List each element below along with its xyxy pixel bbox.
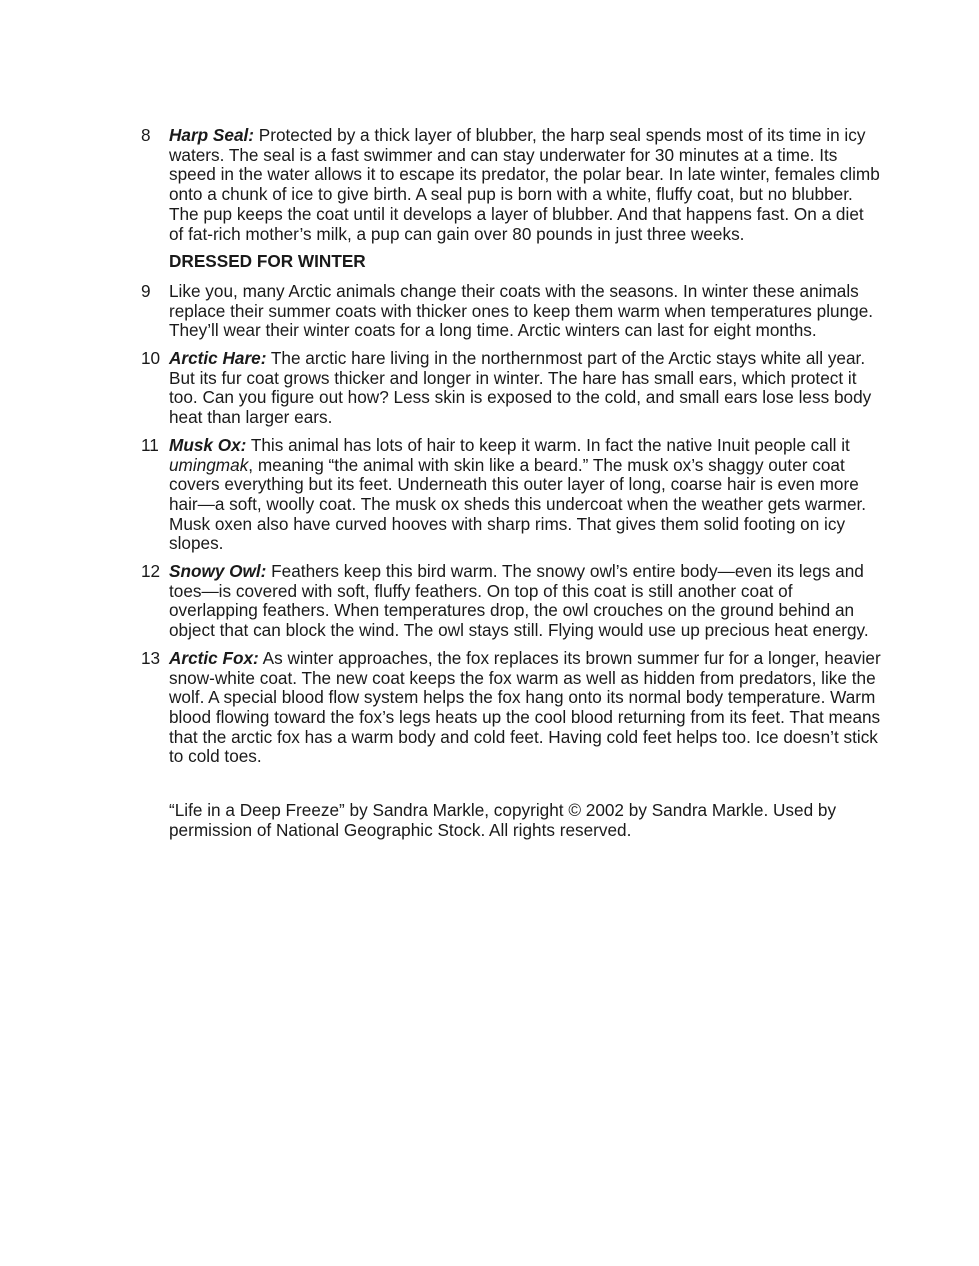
- term-snowy-owl: Snowy Owl:: [169, 561, 267, 582]
- paragraph-body: [169, 282, 881, 341]
- paragraph-9: [141, 282, 881, 341]
- paragraph-text: , meaning “the animal with skin like a beard.” The musk ox’s shaggy outer coat covers everything but its feet. Underneath this outer layer of long, coarse hair is even more hair—a soft, woolly coat. The musk ox sheds this undercoat when the weather gets warmer. Musk oxen also have curved hooves with sharp rims. That gives them solid footing on icy slopes.: [169, 454, 867, 554]
- paragraph-text: As winter approaches, the fox replaces its brown summer fur for a longer, heavier snow-white coat. The new coat keeps the fox warm as well as hidden from predators, like the wolf. A special blood flow system helps the fox hang onto its normal body temperature. Warm blood flowing toward the fox’s legs heats up the cool blood returning from its feet. That means that the arctic fox has a warm body and cold feet. Having cold feet helps too. Ice doesn’t stick to cold toes.: [169, 647, 881, 767]
- paragraph-number: 10: [141, 348, 161, 369]
- paragraph-body: [169, 562, 881, 641]
- paragraph-body: [169, 436, 881, 554]
- term-harp-seal: Harp Seal:: [169, 125, 255, 145]
- inuit-word: umingmak: [169, 454, 249, 475]
- source-credit: “Life in a Deep Freeze” by Sandra Markle, copyright © 2002 by Sandra Markle. Used by permission of National Geographic Stock. All rights reserved.: [169, 800, 837, 840]
- paragraph-11: [141, 436, 881, 554]
- paragraph-number: 9: [141, 280, 151, 301]
- paragraph-13: [141, 649, 881, 767]
- paragraph-number: 8: [141, 125, 151, 145]
- section-heading: DRESSED FOR WINTER: [169, 251, 366, 272]
- paragraph-8: [141, 126, 881, 244]
- paragraph-body: [169, 349, 881, 428]
- paragraph-text: Protected by a thick layer of blubber, the harp seal spends most of its time in icy waters. The seal is a fast swimmer and can stay underwater for 30 minutes at a time. Its speed in the water allows it to escape its predator, the polar bear. In late winter, females climb onto a chunk of ice to give birth. A seal pup is born with a white, fluffy coat, but no blubber. The pup keeps the coat until it develops a layer of blubber. And that happens fast. On a diet of fat-rich mother’s milk, a pup can gain over 80 pounds in just three weeks.: [169, 125, 880, 244]
- term-arctic-fox: Arctic Fox:: [169, 647, 259, 668]
- paragraph-text: The arctic hare living in the northernmost part of the Arctic stays white all year. But its fur coat grows thicker and longer in winter. The hare has small ears, which protect it too. Can you figure out how? Less skin is exposed to the cold, and small ears lose less body heat than larger ears.: [169, 348, 872, 428]
- paragraph-text: Feathers keep this bird warm. The snowy owl’s entire body—even its legs and toes—is covered with soft, fluffy feathers. On top of this coat is still another coat of overlapping feathers. When temperatures drop, the owl crouches on the ground behind an object that can block the wind. The owl stays still. Flying would use up precious heat energy.: [169, 561, 869, 641]
- paragraph-body: [169, 649, 881, 767]
- article-page: [141, 126, 881, 841]
- paragraph-10: [141, 349, 881, 428]
- paragraph-number: 11: [141, 434, 159, 455]
- paragraph-text: Like you, many Arctic animals change their coats with the seasons. In winter these animals replace their summer coats with thicker ones to keep them warm when temperatures plunge. They’ll wear their winter coats for a long time. Arctic winters can last for eight months.: [169, 280, 874, 341]
- paragraph-number: 12: [141, 561, 161, 582]
- term-musk-ox: Musk Ox:: [169, 434, 247, 455]
- paragraph-body: [169, 126, 881, 244]
- paragraph-number: 13: [141, 647, 161, 668]
- paragraph-text: This animal has lots of hair to keep it warm. In fact the native Inuit people call it: [246, 434, 850, 455]
- term-arctic-hare: Arctic Hare:: [169, 348, 267, 369]
- paragraph-12: [141, 562, 881, 641]
